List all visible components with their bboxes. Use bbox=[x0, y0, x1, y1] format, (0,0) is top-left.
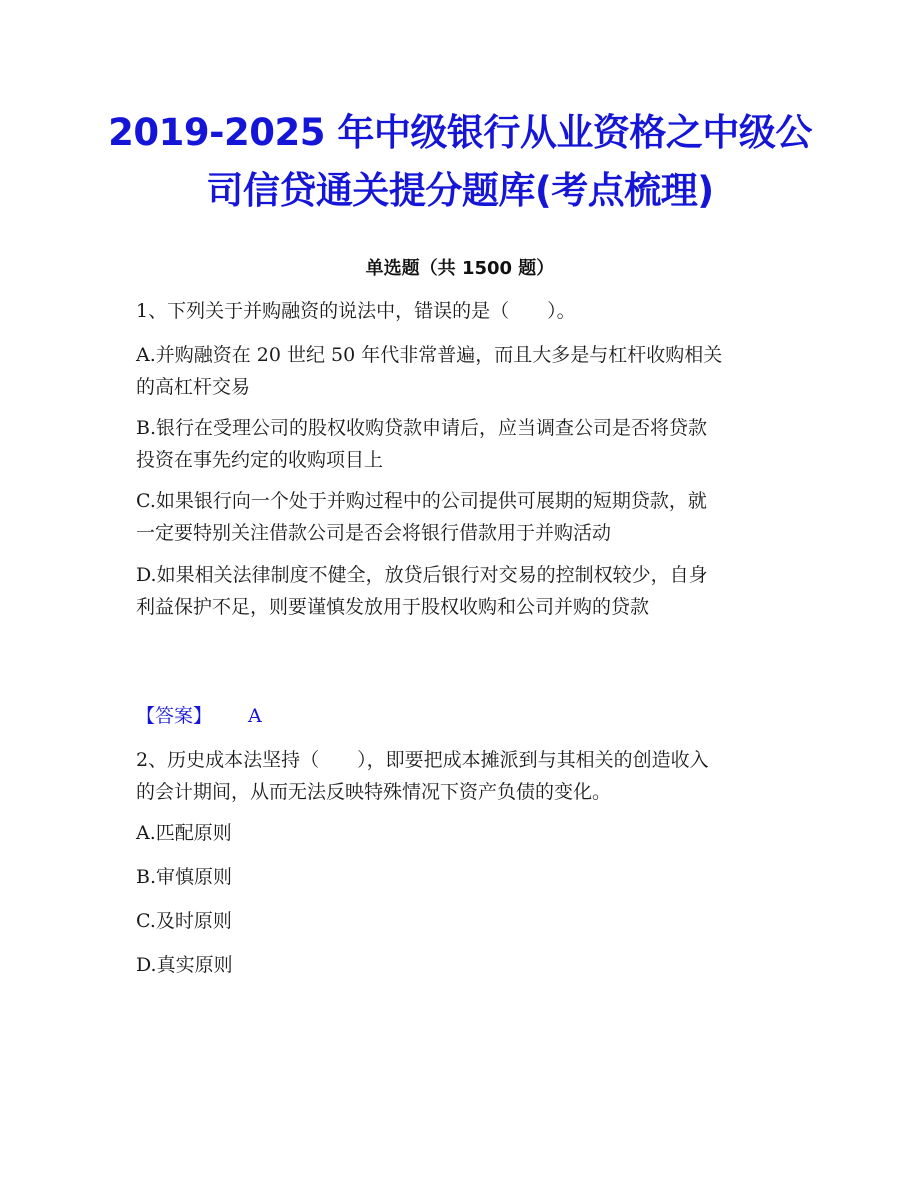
answer-label: 【答案】 bbox=[136, 705, 213, 727]
question-1-option-a bbox=[136, 339, 786, 403]
option-a-line-1: A.并购融资在 20 世纪 50 年代非常普遍，而且大多是与杠杆收购相关 bbox=[136, 344, 723, 366]
option-b-line-2: 投资在事先约定的收购项目上 bbox=[136, 449, 384, 471]
question-2-option-b: B.审慎原则 bbox=[136, 866, 233, 888]
option-b-line-1: B.银行在受理公司的股权收购贷款申请后，应当调查公司是否将贷款 bbox=[136, 417, 708, 439]
section-heading: 单选题（共 1500 题） bbox=[365, 258, 555, 279]
option-c-line-1: C.如果银行向一个处于并购过程中的公司提供可展期的短期贷款，就 bbox=[136, 490, 707, 512]
option-d-line-1: D.如果相关法律制度不健全，放贷后银行对交易的控制权较少，自身 bbox=[136, 564, 708, 586]
question-2-stem-line-1: 2、历史成本法坚持（ ），即要把成本摊派到与其相关的创造收入 bbox=[136, 749, 709, 771]
option-d-line-2: 利益保护不足，则要谨慎发放用于股权收购和公司并购的贷款 bbox=[136, 596, 650, 618]
option-a-line-2: 的高杠杆交易 bbox=[136, 376, 251, 398]
question-2-option-d: D.真实原则 bbox=[136, 954, 233, 976]
title-line-1: 2019-2025 年中级银行从业资格之中级公 bbox=[108, 111, 812, 154]
option-c-line-2: 一定要特别关注借款公司是否会将银行借款用于并购活动 bbox=[136, 522, 612, 544]
document-title bbox=[60, 104, 860, 220]
question-2-stem-line-2: 的会计期间，从而无法反映特殊情况下资产负债的变化。 bbox=[136, 781, 612, 803]
answer-value: A bbox=[248, 705, 262, 727]
question-2-option-c: C.及时原则 bbox=[136, 910, 232, 932]
question-1-answer bbox=[136, 700, 262, 732]
question-2-option-a: A.匹配原则 bbox=[136, 822, 232, 844]
question-1-option-d bbox=[136, 559, 786, 623]
title-line-2: 司信贷通关提分题库(考点梳理) bbox=[206, 169, 714, 212]
question-1-stem: 1、下列关于并购融资的说法中，错误的是（ ）。 bbox=[136, 300, 576, 322]
question-2-stem bbox=[136, 744, 786, 808]
question-1-option-b bbox=[136, 412, 786, 476]
question-1-option-c bbox=[136, 485, 786, 549]
